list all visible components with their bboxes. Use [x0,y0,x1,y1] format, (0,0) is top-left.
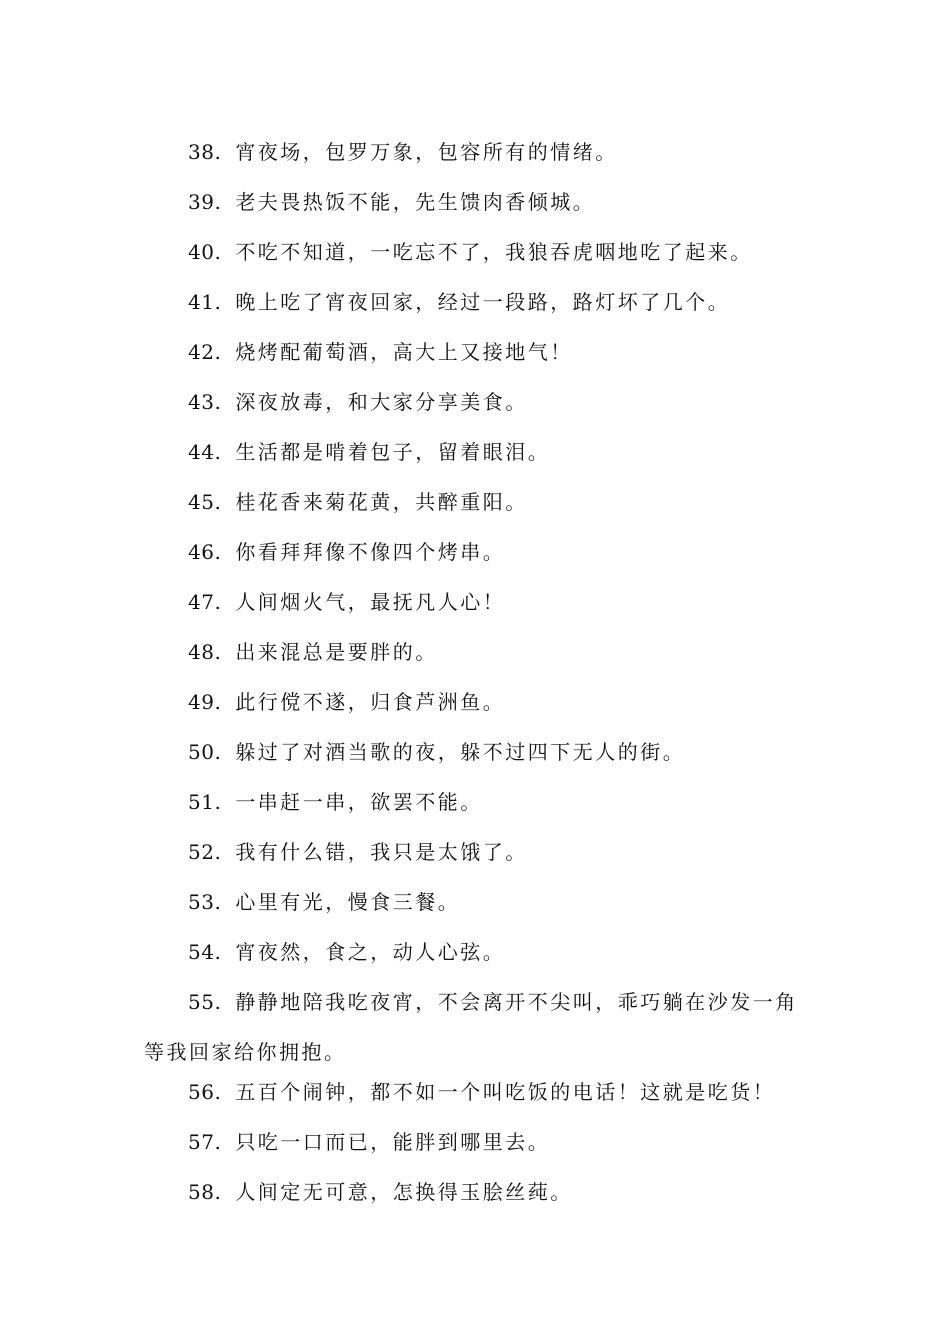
item-text: 出来混总是要胖的。 [235,640,438,664]
item-number: 54. [188,940,222,964]
list-item [144,282,812,332]
item-text: 一串赶一串，欲罢不能。 [235,790,483,814]
item-number: 40. [188,240,222,264]
item-text: 宵夜场，包罗万象，包容所有的情绪。 [235,140,618,164]
item-number: 51. [188,790,222,814]
item-number: 53. [188,890,222,914]
item-number: 44. [188,440,222,464]
item-text: 你看拜拜像不像四个烤串。 [235,540,506,564]
list-item [144,232,812,282]
item-text: 烧烤配葡萄酒，高大上又接地气！ [235,340,573,364]
list-item [144,332,812,382]
item-number: 55. [188,990,222,1014]
item-text: 此行傥不遂，归食芦洲鱼。 [235,690,506,714]
item-text: 静静地陪我吃夜宵，不会离开不尖叫，乖巧躺在沙发一角等我回家给你拥抱。 [144,990,798,1064]
item-number: 56. [188,1080,222,1104]
item-text: 心里有光，慢食三餐。 [235,890,461,914]
list-item [144,732,812,782]
list-item [144,932,812,982]
list-item [144,432,812,482]
list-item [144,582,812,632]
list-item [144,1172,812,1222]
item-number: 47. [188,590,222,614]
item-text: 宵夜然，食之，动人心弦。 [235,940,506,964]
item-number: 41. [188,290,222,314]
list-item [144,782,812,832]
item-number: 52. [188,840,222,864]
item-text: 人间定无可意，怎换得玉脍丝莼。 [235,1180,573,1204]
list-item [144,977,812,1077]
item-text: 人间烟火气，最抚凡人心！ [235,590,506,614]
list-item [144,482,812,532]
list-item [144,682,812,732]
item-number: 46. [188,540,222,564]
item-text: 不吃不知道，一吃忘不了，我狼吞虎咽地吃了起来。 [235,240,753,264]
item-number: 48. [188,640,222,664]
item-text: 桂花香来菊花黄，共醉重阳。 [235,490,528,514]
item-number: 58. [188,1180,222,1204]
list-item [144,182,812,232]
item-text: 深夜放毒，和大家分享美食。 [235,390,528,414]
item-number: 50. [188,740,222,764]
item-number: 45. [188,490,222,514]
item-text: 躲过了对酒当歌的夜，躲不过四下无人的街。 [235,740,686,764]
item-number: 57. [188,1130,222,1154]
list-item [144,382,812,432]
item-text: 五百个闹钟，都不如一个叫吃饭的电话！这就是吃货！ [235,1080,776,1104]
item-text: 生活都是啃着包子，留着眼泪。 [235,440,551,464]
item-number: 49. [188,690,222,714]
item-text: 只吃一口而已，能胖到哪里去。 [235,1130,551,1154]
item-number: 43. [188,390,222,414]
list-item [144,832,812,882]
item-number: 42. [188,340,222,364]
list-item [144,882,812,932]
item-number: 38. [188,140,222,164]
list-item [144,632,812,682]
item-text: 老夫畏热饭不能，先生馈肉香倾城。 [235,190,596,214]
item-text: 晚上吃了宵夜回家，经过一段路，路灯坏了几个。 [235,290,731,314]
quote-list [144,132,812,1222]
item-number: 39. [188,190,222,214]
list-item [144,1122,812,1172]
item-text: 我有什么错，我只是太饿了。 [235,840,528,864]
list-item [144,532,812,582]
list-item [144,1072,812,1122]
list-item [144,132,812,182]
